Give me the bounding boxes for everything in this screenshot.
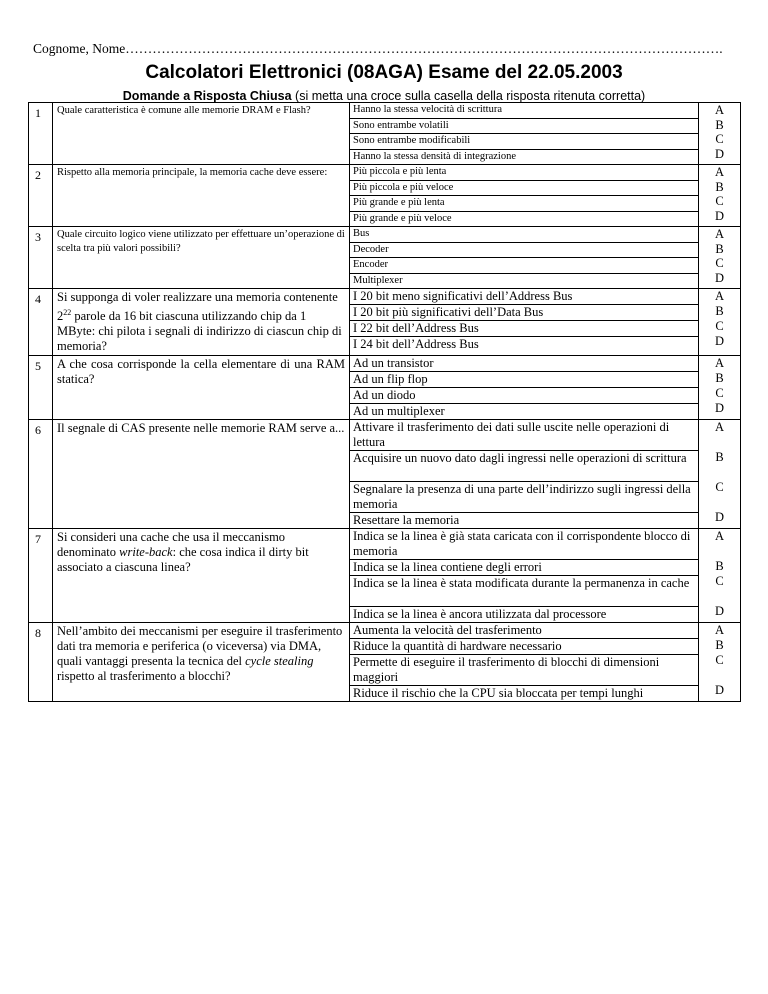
question-text: Il segnale di CAS presente nelle memorie RAM serve a... [53,420,350,529]
question-text: Rispetto alla memoria principale, la memoria cache deve essere: [53,165,350,227]
answer-checkboxes [699,227,741,289]
question-number: 6 [29,420,53,529]
question-text: Quale caratteristica è comune alle memorie DRAM e Flash? [53,103,350,165]
answer-option: Permette di eseguire il trasferimento di blocchi di dimensioni maggiori [350,655,698,686]
question-text-part: Nell’ambito dei meccanismi per eseguire il trasferimento dati tra memoria e periferica (o viceversa) via DMA, quali vantaggi presenta la tecnica del [57,624,343,669]
question-row [29,420,741,529]
answer-checkboxes [699,623,741,702]
answer-option: Multiplexer [353,274,403,286]
answer-list [350,529,699,623]
answer-list [350,227,699,289]
answer-checkbox-c[interactable]: C [715,653,724,668]
answer-option: Bus [350,227,698,243]
question-row [29,165,741,227]
answer-list [350,289,699,356]
student-name-line[interactable]: Cognome, Nome……………………………………………………………………………………………………………………. [33,41,723,56]
question-text: A che cosa corrisponde la cella elementare di una RAM statica? [53,356,350,420]
answer-checkbox-b[interactable]: B [715,117,724,132]
answer-option: I 22 bit dell’Address Bus [350,321,698,337]
question-term: cycle stealing [245,654,314,669]
answer-checkbox-d[interactable]: D [714,208,725,223]
answer-option: Più grande e più veloce [353,212,452,224]
question-text-part: Si supponga di voler realizzare una memoria contenente 2 [57,290,338,324]
answer-checkboxes [699,529,741,623]
exam-title: Calcolatori Elettronici (08AGA) Esame del 22.05.2003 [145,62,623,83]
question-text: Quale circuito logico viene utilizzato per effettuare un’operazione di scelta tra più valori possibili? [53,227,350,289]
question-number: 2 [29,165,53,227]
answer-option: Ad un flip flop [350,372,698,388]
answer-option: Ad un transistor [350,356,698,372]
answer-checkboxes [699,356,741,420]
question-row [29,103,741,165]
answer-checkbox-a[interactable]: A [714,165,725,179]
answer-checkbox-d[interactable]: D [714,146,725,161]
answer-checkbox-a[interactable]: A [714,289,725,303]
answer-checkbox-c[interactable]: C [715,194,724,208]
answer-option: Più piccola e più veloce [350,181,698,197]
answer-option: Sono entrambe volatili [350,119,698,135]
answer-list [350,356,699,420]
answer-option: I 20 bit più significativi dell’Data Bus [350,305,698,321]
answer-option: Attivare il trasferimento dei dati sulle uscite nelle operazioni di lettura [350,420,698,451]
answer-option: Acquisire un nuovo dato dagli ingressi nelle operazioni di scrittura [350,451,698,482]
answer-option: Indica se la linea è già stata caricata con il corrispondente blocco di memoria [350,529,698,560]
answer-checkbox-a[interactable]: A [714,420,725,435]
question-number: 8 [29,623,53,702]
question-text [53,529,350,623]
answer-option: Indica se la linea contiene degli errori [350,560,698,576]
answer-list [350,103,699,165]
answer-option: Resettare la memoria [353,513,460,528]
answer-checkbox-c[interactable]: C [715,256,724,270]
answer-checkbox-b[interactable]: B [715,241,724,256]
answer-checkbox-b[interactable]: B [715,371,724,386]
question-term: write-back [119,545,173,560]
answer-option: Encoder [350,258,698,274]
answer-checkbox-d[interactable]: D [714,334,725,348]
answer-checkbox-b[interactable]: B [715,559,724,574]
question-row [29,289,741,356]
answer-checkbox-a[interactable]: A [714,623,725,638]
question-number: 7 [29,529,53,623]
answer-option: Indica se la linea è stata modificata durante la permanenza in cache [350,576,698,607]
answer-checkbox-d[interactable]: D [714,683,725,698]
answer-option: I 24 bit dell’Address Bus [353,337,479,351]
answer-checkbox-a[interactable]: A [714,529,725,544]
answer-checkbox-d[interactable]: D [714,401,725,416]
answer-option: Aumenta la velocità del trasferimento [350,623,698,639]
answer-option: Sono entrambe modificabili [350,134,698,150]
question-row [29,356,741,420]
answer-list [350,623,699,702]
answer-option: Riduce il rischio che la CPU sia bloccata per tempi lunghi [353,686,644,701]
question-number: 5 [29,356,53,420]
question-number: 1 [29,103,53,165]
answer-option: I 20 bit meno significativi dell’Address Bus [350,289,698,305]
answer-checkbox-a[interactable]: A [714,227,725,241]
answer-checkboxes [699,165,741,227]
question-row [29,529,741,623]
subtitle-instructions: (si metta una croce sulla casella della risposta ritenuta corretta) [291,89,646,103]
question-text-part: Si consideri una cache che usa il meccanismo denominato [57,530,286,560]
answer-checkbox-b[interactable]: B [715,450,724,465]
question-row [29,623,741,702]
answer-checkboxes [699,289,741,356]
answer-option: Decoder [350,243,698,259]
question-exponent: 22 [63,308,72,317]
question-text [53,289,350,356]
answer-option: Indica se la linea è ancora utilizzata dal processore [353,607,607,622]
answer-checkbox-d[interactable]: D [714,604,725,619]
answer-checkbox-a[interactable]: A [714,356,725,371]
answer-checkbox-a[interactable]: A [714,103,725,117]
answer-checkbox-d[interactable]: D [714,510,725,525]
answer-checkbox-c[interactable]: C [715,319,724,333]
answer-option: Hanno la stessa velocità di scrittura [350,103,698,119]
answer-checkbox-c[interactable]: C [715,386,724,401]
answer-checkboxes [699,420,741,529]
answer-option: Ad un diodo [350,388,698,404]
answer-checkbox-c[interactable]: C [715,574,724,589]
answer-checkbox-b[interactable]: B [715,304,724,318]
answer-list [350,165,699,227]
question-text-part: : che cosa indica il dirty bit associato a ciascuna linea? [57,545,309,575]
answer-checkbox-d[interactable]: D [714,270,725,285]
answer-option: Più grande e più lenta [350,196,698,212]
answer-checkboxes [699,103,741,165]
answer-checkbox-c[interactable]: C [715,132,724,146]
answer-checkbox-b[interactable]: B [715,638,724,653]
answer-list [350,420,699,529]
answer-option: Ad un multiplexer [353,404,445,419]
questions-table [28,102,741,702]
subtitle-bold: Domande a Risposta Chiusa [122,89,292,103]
answer-option: Segnalare la presenza di una parte dell’indirizzo sugli ingressi della memoria [350,482,698,513]
question-number: 3 [29,227,53,289]
answer-checkbox-c[interactable]: C [715,480,724,495]
answer-option: Riduce la quantità di hardware necessario [350,639,698,655]
question-text-part: parole da 16 bit ciascuna utilizzando chip da 1 MByte: chi pilota i segnali di indirizzo di ciascun chip di memoria? [57,309,342,354]
answer-option: Hanno la stessa densità di integrazione [353,150,516,162]
question-text-part: rispetto al trasferimento a blocchi? [57,669,231,684]
exam-subtitle [0,89,768,103]
question-text [53,623,350,702]
question-row [29,227,741,289]
answer-option: Più piccola e più lenta [350,165,698,181]
answer-checkbox-b[interactable]: B [715,179,724,194]
question-number: 4 [29,289,53,356]
